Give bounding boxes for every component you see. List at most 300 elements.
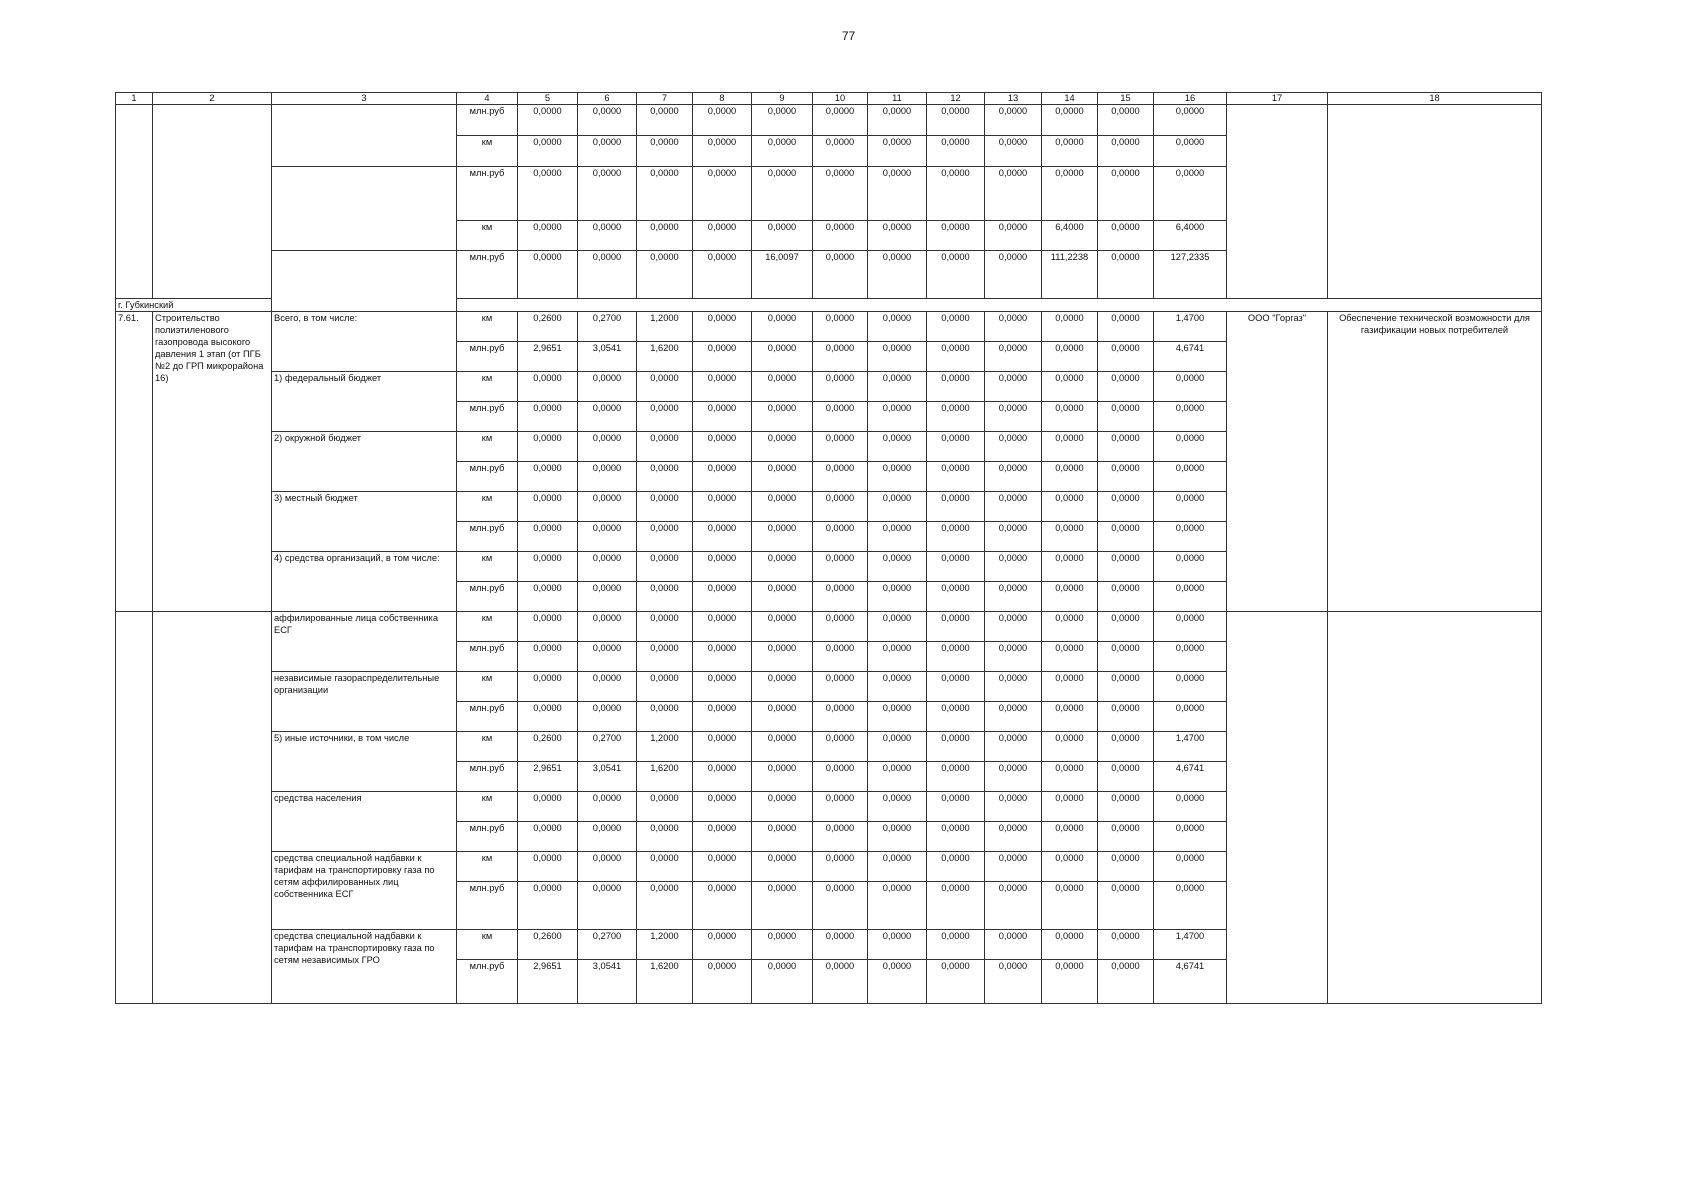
city-name: г. Губкинский [116,299,1542,312]
city-row [116,299,1542,312]
value-cell: 0,0000 [985,792,1042,822]
value-cell: 0,0000 [518,552,578,582]
value-cell: 0,0000 [927,312,985,342]
value-cell: 0,0000 [927,792,985,822]
value-cell: 0,0000 [518,702,578,732]
value-cell: 0,0000 [868,762,927,792]
value-cell: 0,0000 [1154,672,1227,702]
unit-cell: млн.руб [457,342,518,372]
value-cell: 0,0000 [1098,342,1154,372]
value-cell: 0,0000 [518,251,578,299]
value-cell: 0,0000 [1154,612,1227,642]
value-cell: 0,0000 [868,582,927,612]
value-cell: 0,0000 [752,522,813,552]
value-cell: 0,0000 [637,462,693,492]
value-cell: 0,0000 [985,672,1042,702]
value-cell: 0,0000 [1098,522,1154,552]
value-cell: 0,0000 [1098,672,1154,702]
value-cell: 0,0000 [1098,402,1154,432]
value-cell: 0,0000 [927,582,985,612]
value-cell: 0,0000 [813,402,868,432]
value-cell: 0,0000 [578,492,637,522]
value-cell: 0,0000 [518,852,578,882]
value-cell: 111,2238 [1042,251,1098,299]
value-cell: 0,0000 [693,251,752,299]
value-cell: 0,0000 [637,432,693,462]
empty-cell [153,105,272,299]
value-cell: 0,0000 [1154,402,1227,432]
value-cell: 0,0000 [693,462,752,492]
value-cell: 0,0000 [518,492,578,522]
value-cell: 0,0000 [985,732,1042,762]
value-cell: 0,0000 [752,312,813,342]
value-cell: 0,0000 [1098,221,1154,251]
funding-source-label [272,167,457,251]
value-cell: 0,0000 [813,552,868,582]
value-cell: 0,0000 [578,552,637,582]
value-cell: 0,0000 [868,312,927,342]
unit-cell: км [457,372,518,402]
value-cell: 0,0000 [693,642,752,672]
value-cell: 1,4700 [1154,732,1227,762]
value-cell: 0,0000 [985,136,1042,167]
value-cell: 0,0000 [813,136,868,167]
value-cell: 0,0000 [813,372,868,402]
value-cell: 0,0000 [693,852,752,882]
value-cell: 0,0000 [518,462,578,492]
unit-cell: млн.руб [457,642,518,672]
value-cell: 0,0000 [868,792,927,822]
value-cell: 0,0000 [927,167,985,221]
funding-source-label: 2) окружной бюджет [272,432,457,492]
value-cell: 0,0000 [518,582,578,612]
value-cell: 0,0000 [752,221,813,251]
value-cell: 0,0000 [927,462,985,492]
value-cell: 1,6200 [637,762,693,792]
value-cell: 0,0000 [578,372,637,402]
value-cell: 0,0000 [985,312,1042,342]
value-cell: 16,0097 [752,251,813,299]
value-cell: 0,0000 [518,882,578,930]
value-cell: 0,0000 [752,960,813,1004]
value-cell: 0,0000 [693,402,752,432]
funding-source-label: независимые газораспределительные организации [272,672,457,732]
funding-source-label: Всего, в том числе: [272,312,457,372]
value-cell: 0,0000 [752,882,813,930]
value-cell: 0,0000 [1042,522,1098,552]
value-cell: 0,0000 [927,960,985,1004]
value-cell: 0,0000 [813,105,868,136]
value-cell: 0,0000 [578,432,637,462]
funding-source-label: 1) федеральный бюджет [272,372,457,432]
value-cell: 0,0000 [637,822,693,852]
value-cell: 0,0000 [518,221,578,251]
value-cell: 0,0000 [985,702,1042,732]
value-cell: 0,0000 [1042,167,1098,221]
value-cell: 0,0000 [813,492,868,522]
value-cell: 0,0000 [813,342,868,372]
value-cell: 0,0000 [578,672,637,702]
unit-cell: млн.руб [457,522,518,552]
value-cell: 0,0000 [1098,492,1154,522]
value-cell: 0,0000 [1098,822,1154,852]
value-cell: 0,0000 [813,167,868,221]
value-cell: 0,0000 [1098,852,1154,882]
value-cell: 0,0000 [927,822,985,852]
value-cell: 0,0000 [578,402,637,432]
value-cell: 0,0000 [985,612,1042,642]
value-cell: 0,0000 [813,612,868,642]
value-cell: 0,0000 [693,432,752,462]
funding-source-label: 5) иные источники, в том числе [272,732,457,792]
value-cell: 0,0000 [927,930,985,960]
value-cell: 0,0000 [1098,432,1154,462]
value-cell: 0,0000 [868,702,927,732]
unit-cell: млн.руб [457,762,518,792]
value-cell: 0,0000 [927,852,985,882]
unit-cell: км [457,432,518,462]
value-cell: 0,0000 [1098,612,1154,642]
empty-cell [1328,105,1542,299]
value-cell: 0,0000 [518,822,578,852]
value-cell: 0,0000 [1098,882,1154,930]
value-cell: 0,0000 [985,930,1042,960]
page-number: 77 [841,29,856,43]
column-header: 4 [457,93,518,105]
value-cell: 0,0000 [1154,105,1227,136]
value-cell: 0,0000 [1042,492,1098,522]
organization-name: ООО "Горгаз" [1227,312,1328,612]
value-cell: 0,0000 [752,462,813,492]
value-cell: 0,0000 [927,642,985,672]
value-cell: 0,0000 [868,251,927,299]
value-cell: 0,0000 [813,732,868,762]
value-cell: 0,0000 [985,882,1042,930]
value-cell: 0,0000 [927,251,985,299]
value-cell: 0,0000 [813,882,868,930]
value-cell: 0,0000 [868,462,927,492]
value-cell: 0,0000 [1042,402,1098,432]
unit-cell: млн.руб [457,582,518,612]
value-cell: 0,0000 [985,522,1042,552]
value-cell: 6,4000 [1042,221,1098,251]
value-cell: 0,0000 [693,822,752,852]
value-cell: 0,0000 [985,822,1042,852]
value-cell: 0,0000 [813,792,868,822]
value-cell: 0,2600 [518,732,578,762]
value-cell: 0,0000 [813,582,868,612]
value-cell: 0,0000 [752,167,813,221]
unit-cell: км [457,552,518,582]
value-cell: 0,0000 [868,930,927,960]
value-cell: 0,0000 [1154,852,1227,882]
value-cell: 0,0000 [637,492,693,522]
value-cell: 0,0000 [813,702,868,732]
value-cell: 1,6200 [637,960,693,1004]
value-cell: 0,0000 [693,105,752,136]
value-cell: 4,6741 [1154,762,1227,792]
value-cell: 0,0000 [752,762,813,792]
value-cell: 0,0000 [637,642,693,672]
value-cell: 0,0000 [637,372,693,402]
value-cell: 0,0000 [868,492,927,522]
value-cell: 0,2600 [518,312,578,342]
value-cell: 0,0000 [868,105,927,136]
value-cell: 0,0000 [1154,792,1227,822]
value-cell: 0,0000 [1154,522,1227,552]
column-header: 2 [153,93,272,105]
column-header: 6 [578,93,637,105]
value-cell: 0,0000 [1042,552,1098,582]
value-cell: 0,0000 [578,582,637,612]
value-cell: 0,0000 [637,792,693,822]
value-cell: 0,0000 [1042,702,1098,732]
value-cell: 0,0000 [985,552,1042,582]
empty-cell [1227,612,1328,1004]
value-cell: 0,0000 [752,822,813,852]
value-cell: 0,0000 [637,251,693,299]
empty-cell [116,105,153,299]
value-cell: 0,0000 [1042,612,1098,642]
value-cell: 0,0000 [868,552,927,582]
value-cell: 0,0000 [813,762,868,792]
value-cell: 0,0000 [927,882,985,930]
value-cell: 0,0000 [637,612,693,642]
value-cell: 0,0000 [578,642,637,672]
value-cell: 0,0000 [1042,762,1098,792]
value-cell: 0,0000 [813,312,868,342]
value-cell: 0,0000 [985,105,1042,136]
funding-source-label: средства населения [272,792,457,852]
value-cell: 0,0000 [1098,372,1154,402]
value-cell: 0,0000 [813,251,868,299]
value-cell: 0,0000 [813,221,868,251]
value-cell: 0,0000 [518,167,578,221]
table-row [116,105,1542,136]
funding-source-label: 3) местный бюджет [272,492,457,552]
value-cell: 0,0000 [985,342,1042,372]
value-cell: 0,0000 [578,822,637,852]
value-cell: 0,0000 [1154,136,1227,167]
value-cell: 0,0000 [1098,552,1154,582]
value-cell: 0,0000 [927,762,985,792]
value-cell: 0,0000 [813,432,868,462]
value-cell: 0,0000 [927,402,985,432]
value-cell: 0,0000 [752,342,813,372]
value-cell: 0,0000 [637,167,693,221]
column-header: 5 [518,93,578,105]
value-cell: 0,0000 [1042,672,1098,702]
value-cell: 0,0000 [813,522,868,552]
value-cell: 0,0000 [1042,462,1098,492]
value-cell: 0,0000 [637,552,693,582]
unit-cell: км [457,732,518,762]
value-cell: 0,0000 [518,372,578,402]
value-cell: 0,0000 [927,342,985,372]
unit-cell: млн.руб [457,702,518,732]
value-cell: 0,0000 [637,402,693,432]
value-cell: 0,0000 [985,432,1042,462]
value-cell: 0,0000 [1154,462,1227,492]
project-number: 7.61. [116,312,153,612]
value-cell: 0,0000 [985,402,1042,432]
value-cell: 0,0000 [985,492,1042,522]
value-cell: 0,0000 [752,432,813,462]
header-row [116,93,1542,105]
column-header: 7 [637,93,693,105]
value-cell: 0,0000 [637,582,693,612]
column-header: 16 [1154,93,1227,105]
value-cell: 127,2335 [1154,251,1227,299]
value-cell: 0,2700 [578,930,637,960]
value-cell: 0,0000 [868,672,927,702]
column-header: 15 [1098,93,1154,105]
value-cell: 0,0000 [985,852,1042,882]
value-cell: 0,0000 [1098,105,1154,136]
value-cell: 0,0000 [693,552,752,582]
value-cell: 0,0000 [985,762,1042,792]
value-cell: 0,2600 [518,930,578,960]
value-cell: 0,0000 [1154,702,1227,732]
value-cell: 0,0000 [637,672,693,702]
value-cell: 0,0000 [1098,930,1154,960]
value-cell: 0,0000 [868,167,927,221]
value-cell: 0,0000 [927,136,985,167]
value-cell: 0,0000 [1098,136,1154,167]
value-cell: 0,0000 [693,167,752,221]
value-cell: 0,0000 [752,642,813,672]
value-cell: 0,0000 [868,642,927,672]
value-cell: 0,0000 [637,136,693,167]
value-cell: 0,0000 [637,882,693,930]
value-cell: 0,0000 [518,792,578,822]
value-cell: 1,6200 [637,342,693,372]
value-cell: 0,0000 [1154,167,1227,221]
value-cell: 2,9651 [518,960,578,1004]
table-row [116,612,1542,642]
value-cell: 0,0000 [578,251,637,299]
unit-cell: млн.руб [457,822,518,852]
value-cell: 0,0000 [752,792,813,822]
unit-cell: км [457,930,518,960]
value-cell: 0,0000 [813,852,868,882]
value-cell: 0,0000 [1042,312,1098,342]
value-cell: 4,6741 [1154,960,1227,1004]
value-cell: 0,0000 [1154,372,1227,402]
value-cell: 0,0000 [868,852,927,882]
value-cell: 0,0000 [578,462,637,492]
unit-cell: км [457,312,518,342]
unit-cell: млн.руб [457,251,518,299]
project-purpose: Обеспечение технической возможности для газификации новых потребителей [1328,312,1542,612]
value-cell: 0,0000 [868,342,927,372]
empty-cell [153,612,272,1004]
value-cell: 0,0000 [1042,882,1098,930]
value-cell: 0,0000 [752,552,813,582]
funding-source-label: средства специальной надбавки к тарифам на транспортировку газа по сетям независимых ГРО [272,930,457,1004]
value-cell: 0,0000 [868,882,927,930]
unit-cell: км [457,612,518,642]
value-cell: 0,0000 [578,167,637,221]
value-cell: 0,0000 [693,522,752,552]
value-cell: 0,0000 [693,582,752,612]
value-cell: 4,6741 [1154,342,1227,372]
unit-cell: км [457,492,518,522]
value-cell: 0,0000 [752,105,813,136]
value-cell: 0,0000 [985,642,1042,672]
value-cell: 0,0000 [1042,342,1098,372]
unit-cell: млн.руб [457,402,518,432]
unit-cell: км [457,672,518,702]
value-cell: 0,0000 [1042,105,1098,136]
unit-cell: км [457,792,518,822]
unit-cell: млн.руб [457,960,518,1004]
value-cell: 0,0000 [927,732,985,762]
value-cell: 0,0000 [752,612,813,642]
value-cell: 0,0000 [693,372,752,402]
value-cell: 0,0000 [752,136,813,167]
value-cell: 0,0000 [518,612,578,642]
unit-cell: км [457,136,518,167]
unit-cell: млн.руб [457,167,518,221]
funding-source-label: средства специальной надбавки к тарифам на транспортировку газа по сетям аффилированных лиц собственника ЕСГ [272,852,457,930]
value-cell: 0,0000 [1098,312,1154,342]
column-header: 3 [272,93,457,105]
value-cell: 0,0000 [813,930,868,960]
project-name: Строительство полиэтиленового газопровода высокого давления 1 этап (от ПГБ №2 до ГРП микрорайона 16) [153,312,272,612]
value-cell: 0,0000 [927,432,985,462]
value-cell: 0,0000 [752,402,813,432]
value-cell: 1,2000 [637,312,693,342]
value-cell: 0,0000 [927,105,985,136]
value-cell: 0,0000 [693,312,752,342]
value-cell: 0,0000 [1098,792,1154,822]
value-cell: 0,0000 [927,372,985,402]
value-cell: 0,2700 [578,312,637,342]
value-cell: 0,0000 [868,372,927,402]
value-cell: 0,0000 [1154,642,1227,672]
value-cell: 0,0000 [1154,582,1227,612]
unit-cell: млн.руб [457,882,518,930]
column-header: 10 [813,93,868,105]
value-cell: 0,0000 [693,612,752,642]
column-header: 9 [752,93,813,105]
value-cell: 0,0000 [1042,136,1098,167]
value-cell: 0,0000 [985,251,1042,299]
value-cell: 0,0000 [752,582,813,612]
value-cell: 0,0000 [868,822,927,852]
funding-source-label: 4) средства организаций, в том числе: [272,552,457,612]
value-cell: 0,0000 [578,792,637,822]
value-cell: 0,0000 [813,672,868,702]
value-cell: 0,0000 [1042,822,1098,852]
value-cell: 0,0000 [637,105,693,136]
value-cell: 0,0000 [693,702,752,732]
value-cell: 0,0000 [1042,792,1098,822]
value-cell: 0,0000 [868,522,927,552]
value-cell: 0,0000 [813,822,868,852]
value-cell: 0,0000 [518,642,578,672]
value-cell: 0,0000 [578,852,637,882]
value-cell: 0,0000 [1042,432,1098,462]
value-cell: 0,0000 [1042,852,1098,882]
value-cell: 0,0000 [1042,960,1098,1004]
value-cell: 2,9651 [518,762,578,792]
value-cell: 0,0000 [518,402,578,432]
value-cell: 0,0000 [1098,582,1154,612]
value-cell: 1,4700 [1154,930,1227,960]
value-cell: 0,0000 [813,642,868,672]
